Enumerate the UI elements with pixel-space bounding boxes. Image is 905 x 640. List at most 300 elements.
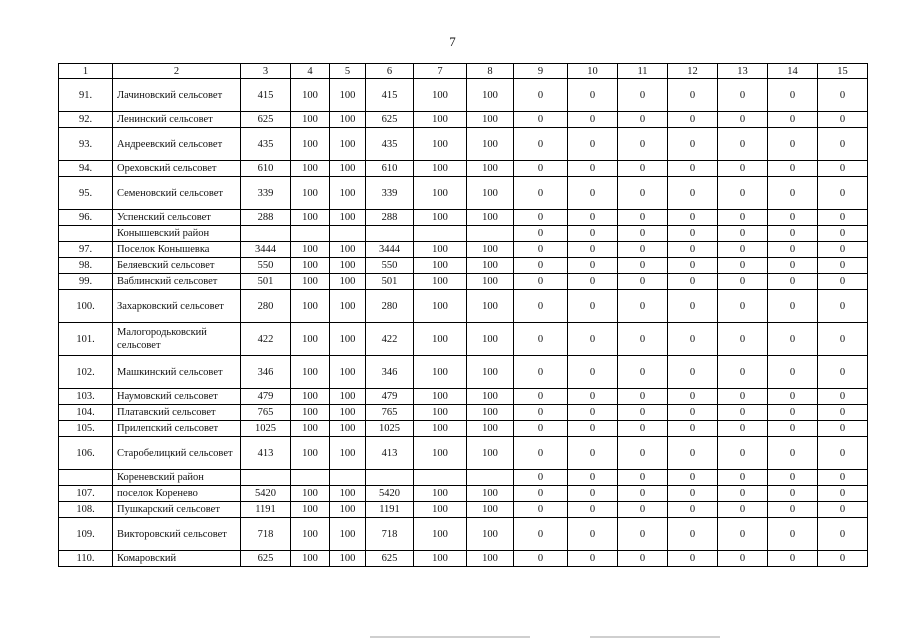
- value-cell: 100: [414, 210, 467, 226]
- value-cell: 0: [668, 128, 718, 161]
- table-row: [59, 79, 868, 112]
- column-header: 11: [618, 64, 668, 79]
- value-cell: 1025: [366, 421, 414, 437]
- value-cell: 0: [668, 161, 718, 177]
- value-cell: 280: [366, 290, 414, 323]
- row-number-cell: 102.: [59, 356, 113, 389]
- value-cell: [467, 226, 514, 242]
- value-cell: 0: [618, 323, 668, 356]
- value-cell: 0: [768, 161, 818, 177]
- value-cell: 0: [818, 421, 868, 437]
- row-number-cell: 98.: [59, 258, 113, 274]
- row-number-cell: 91.: [59, 79, 113, 112]
- value-cell: 0: [514, 356, 568, 389]
- table-body: [59, 79, 868, 567]
- name-cell: Семеновский сельсовет: [113, 177, 241, 210]
- row-number-cell: 96.: [59, 210, 113, 226]
- value-cell: 0: [514, 226, 568, 242]
- value-cell: 100: [291, 405, 330, 421]
- value-cell: 0: [618, 79, 668, 112]
- value-cell: 0: [568, 356, 618, 389]
- column-header: 10: [568, 64, 618, 79]
- value-cell: 0: [718, 274, 768, 290]
- value-cell: 100: [291, 486, 330, 502]
- row-number-cell: [59, 470, 113, 486]
- value-cell: 0: [768, 226, 818, 242]
- value-cell: 100: [330, 551, 366, 567]
- value-cell: 0: [668, 389, 718, 405]
- table-row: [59, 226, 868, 242]
- scan-artifact-line: [590, 636, 720, 638]
- row-number-cell: 95.: [59, 177, 113, 210]
- value-cell: 100: [467, 161, 514, 177]
- value-cell: 0: [514, 258, 568, 274]
- value-cell: 765: [241, 405, 291, 421]
- table-row: [59, 486, 868, 502]
- value-cell: 0: [818, 274, 868, 290]
- value-cell: 0: [668, 226, 718, 242]
- value-cell: 100: [414, 437, 467, 470]
- value-cell: 0: [768, 389, 818, 405]
- value-cell: 0: [768, 356, 818, 389]
- value-cell: 0: [818, 210, 868, 226]
- value-cell: 435: [241, 128, 291, 161]
- table-row: [59, 405, 868, 421]
- value-cell: 100: [467, 274, 514, 290]
- value-cell: 100: [291, 112, 330, 128]
- value-cell: 346: [241, 356, 291, 389]
- value-cell: 0: [768, 486, 818, 502]
- value-cell: 100: [330, 323, 366, 356]
- value-cell: 0: [818, 323, 868, 356]
- table-row: [59, 242, 868, 258]
- value-cell: 0: [668, 79, 718, 112]
- value-cell: 3444: [241, 242, 291, 258]
- value-cell: 100: [467, 258, 514, 274]
- value-cell: 0: [818, 389, 868, 405]
- value-cell: 0: [618, 356, 668, 389]
- value-cell: 0: [818, 128, 868, 161]
- value-cell: 100: [414, 502, 467, 518]
- value-cell: 501: [241, 274, 291, 290]
- value-cell: 0: [514, 470, 568, 486]
- value-cell: 0: [668, 210, 718, 226]
- value-cell: 0: [618, 405, 668, 421]
- value-cell: 625: [366, 112, 414, 128]
- value-cell: 0: [768, 210, 818, 226]
- row-number-cell: 107.: [59, 486, 113, 502]
- value-cell: 0: [514, 177, 568, 210]
- value-cell: 0: [668, 470, 718, 486]
- value-cell: 0: [768, 242, 818, 258]
- value-cell: 0: [618, 242, 668, 258]
- value-cell: 100: [414, 389, 467, 405]
- value-cell: 765: [366, 405, 414, 421]
- value-cell: 0: [568, 323, 618, 356]
- value-cell: 100: [291, 242, 330, 258]
- value-cell: 100: [414, 421, 467, 437]
- name-cell: Беляевский сельсовет: [113, 258, 241, 274]
- value-cell: 100: [291, 161, 330, 177]
- value-cell: 0: [568, 226, 618, 242]
- column-header: 7: [414, 64, 467, 79]
- value-cell: 479: [241, 389, 291, 405]
- value-cell: 0: [568, 210, 618, 226]
- value-cell: [366, 226, 414, 242]
- value-cell: 3444: [366, 242, 414, 258]
- row-number-cell: 108.: [59, 502, 113, 518]
- value-cell: 0: [768, 323, 818, 356]
- value-cell: 0: [768, 177, 818, 210]
- value-cell: 0: [568, 421, 618, 437]
- name-cell: Поселок Конышевка: [113, 242, 241, 258]
- name-cell: Пушкарский сельсовет: [113, 502, 241, 518]
- value-cell: 100: [414, 551, 467, 567]
- value-cell: 0: [818, 551, 868, 567]
- value-cell: 0: [568, 518, 618, 551]
- value-cell: [330, 226, 366, 242]
- name-cell: Ореховский сельсовет: [113, 161, 241, 177]
- value-cell: 479: [366, 389, 414, 405]
- value-cell: 422: [366, 323, 414, 356]
- value-cell: 0: [568, 437, 618, 470]
- value-cell: 0: [568, 486, 618, 502]
- value-cell: [467, 470, 514, 486]
- page-number: 7: [449, 34, 456, 49]
- column-header: 4: [291, 64, 330, 79]
- value-cell: 100: [291, 290, 330, 323]
- table-row: [59, 502, 868, 518]
- value-cell: 1191: [366, 502, 414, 518]
- value-cell: 100: [330, 518, 366, 551]
- value-cell: 0: [818, 486, 868, 502]
- value-cell: 0: [768, 274, 818, 290]
- value-cell: [414, 226, 467, 242]
- value-cell: 0: [618, 161, 668, 177]
- value-cell: 625: [366, 551, 414, 567]
- value-cell: 0: [768, 502, 818, 518]
- table-row: [59, 323, 868, 356]
- table-row: [59, 389, 868, 405]
- value-cell: 0: [568, 112, 618, 128]
- value-cell: 100: [330, 356, 366, 389]
- value-cell: 100: [291, 210, 330, 226]
- value-cell: 100: [330, 486, 366, 502]
- table-row: [59, 177, 868, 210]
- value-cell: 100: [414, 323, 467, 356]
- value-cell: 100: [414, 486, 467, 502]
- value-cell: 100: [467, 437, 514, 470]
- value-cell: 0: [818, 437, 868, 470]
- value-cell: 100: [330, 389, 366, 405]
- value-cell: 100: [467, 356, 514, 389]
- value-cell: [366, 470, 414, 486]
- value-cell: 100: [291, 502, 330, 518]
- value-cell: [291, 226, 330, 242]
- column-header: 8: [467, 64, 514, 79]
- value-cell: 0: [768, 470, 818, 486]
- row-number-cell: 110.: [59, 551, 113, 567]
- value-cell: 100: [414, 79, 467, 112]
- value-cell: 0: [718, 290, 768, 323]
- value-cell: 0: [618, 177, 668, 210]
- value-cell: 100: [467, 112, 514, 128]
- value-cell: 100: [330, 421, 366, 437]
- value-cell: 0: [818, 502, 868, 518]
- row-number-cell: 97.: [59, 242, 113, 258]
- value-cell: 0: [718, 112, 768, 128]
- value-cell: 0: [818, 518, 868, 551]
- value-cell: 0: [514, 437, 568, 470]
- value-cell: 0: [718, 486, 768, 502]
- column-header: 12: [668, 64, 718, 79]
- table-row: [59, 518, 868, 551]
- row-number-cell: [59, 226, 113, 242]
- value-cell: 0: [818, 79, 868, 112]
- value-cell: 0: [618, 389, 668, 405]
- value-cell: 0: [768, 258, 818, 274]
- value-cell: 422: [241, 323, 291, 356]
- value-cell: 0: [668, 421, 718, 437]
- value-cell: 0: [668, 486, 718, 502]
- value-cell: 0: [768, 79, 818, 112]
- value-cell: 0: [718, 210, 768, 226]
- value-cell: 100: [467, 518, 514, 551]
- value-cell: [241, 470, 291, 486]
- value-cell: 0: [718, 470, 768, 486]
- value-cell: 339: [241, 177, 291, 210]
- value-cell: 0: [718, 437, 768, 470]
- value-cell: 0: [718, 323, 768, 356]
- value-cell: 0: [818, 177, 868, 210]
- name-cell: Ваблинский сельсовет: [113, 274, 241, 290]
- value-cell: 0: [718, 226, 768, 242]
- value-cell: 5420: [241, 486, 291, 502]
- value-cell: 100: [330, 405, 366, 421]
- value-cell: 0: [618, 437, 668, 470]
- value-cell: 100: [330, 210, 366, 226]
- value-cell: 100: [291, 274, 330, 290]
- value-cell: 0: [768, 112, 818, 128]
- value-cell: 0: [768, 405, 818, 421]
- value-cell: 100: [330, 502, 366, 518]
- value-cell: 100: [291, 258, 330, 274]
- value-cell: 0: [618, 258, 668, 274]
- name-cell: Ленинский сельсовет: [113, 112, 241, 128]
- value-cell: 100: [467, 502, 514, 518]
- table-row: [59, 258, 868, 274]
- value-cell: 100: [291, 323, 330, 356]
- value-cell: 288: [241, 210, 291, 226]
- value-cell: 100: [467, 242, 514, 258]
- value-cell: 100: [291, 177, 330, 210]
- value-cell: 0: [618, 128, 668, 161]
- value-cell: 0: [668, 290, 718, 323]
- value-cell: 0: [618, 470, 668, 486]
- value-cell: 100: [467, 128, 514, 161]
- value-cell: 0: [618, 290, 668, 323]
- value-cell: 280: [241, 290, 291, 323]
- value-cell: 0: [718, 161, 768, 177]
- value-cell: 0: [668, 177, 718, 210]
- column-header: 5: [330, 64, 366, 79]
- value-cell: 625: [241, 112, 291, 128]
- table-row: [59, 551, 868, 567]
- value-cell: 0: [618, 112, 668, 128]
- value-cell: 0: [668, 242, 718, 258]
- column-header: 9: [514, 64, 568, 79]
- value-cell: 0: [818, 242, 868, 258]
- data-table-container: [58, 63, 867, 567]
- value-cell: 0: [514, 389, 568, 405]
- table-row: [59, 112, 868, 128]
- value-cell: 0: [718, 551, 768, 567]
- name-cell: Прилепский сельсовет: [113, 421, 241, 437]
- value-cell: 100: [330, 437, 366, 470]
- column-header: 3: [241, 64, 291, 79]
- value-cell: 100: [414, 258, 467, 274]
- value-cell: 0: [514, 128, 568, 161]
- value-cell: 610: [366, 161, 414, 177]
- value-cell: 0: [668, 405, 718, 421]
- value-cell: 100: [414, 242, 467, 258]
- name-cell: Кореневский район: [113, 470, 241, 486]
- value-cell: 5420: [366, 486, 414, 502]
- value-cell: 0: [514, 210, 568, 226]
- value-cell: 415: [241, 79, 291, 112]
- value-cell: 0: [568, 177, 618, 210]
- row-number-cell: 106.: [59, 437, 113, 470]
- value-cell: 0: [768, 437, 818, 470]
- value-cell: 100: [414, 274, 467, 290]
- value-cell: 0: [768, 290, 818, 323]
- value-cell: 0: [568, 128, 618, 161]
- value-cell: 100: [291, 437, 330, 470]
- value-cell: 0: [568, 502, 618, 518]
- value-cell: 0: [668, 258, 718, 274]
- value-cell: 100: [467, 405, 514, 421]
- value-cell: 0: [568, 258, 618, 274]
- value-cell: 0: [718, 421, 768, 437]
- value-cell: 0: [718, 405, 768, 421]
- value-cell: 0: [818, 356, 868, 389]
- value-cell: 0: [668, 356, 718, 389]
- name-cell: Малогородьковский сельсовет: [113, 323, 241, 356]
- value-cell: 100: [330, 177, 366, 210]
- value-cell: 0: [514, 405, 568, 421]
- value-cell: 100: [291, 356, 330, 389]
- row-number-cell: 100.: [59, 290, 113, 323]
- value-cell: 346: [366, 356, 414, 389]
- value-cell: 100: [414, 112, 467, 128]
- value-cell: 0: [668, 112, 718, 128]
- value-cell: 100: [467, 79, 514, 112]
- name-cell: Захарковский сельсовет: [113, 290, 241, 323]
- value-cell: 1025: [241, 421, 291, 437]
- value-cell: 100: [291, 421, 330, 437]
- value-cell: 0: [818, 112, 868, 128]
- value-cell: 0: [818, 290, 868, 323]
- value-cell: 100: [291, 518, 330, 551]
- value-cell: 0: [718, 356, 768, 389]
- value-cell: 0: [768, 551, 818, 567]
- value-cell: 100: [330, 112, 366, 128]
- value-cell: 100: [330, 258, 366, 274]
- name-cell: Старобелицкий сельсовет: [113, 437, 241, 470]
- name-cell: поселок Коренево: [113, 486, 241, 502]
- name-cell: Наумовский сельсовет: [113, 389, 241, 405]
- value-cell: 0: [618, 502, 668, 518]
- name-cell: Платавский сельсовет: [113, 405, 241, 421]
- value-cell: 0: [818, 405, 868, 421]
- value-cell: 100: [330, 161, 366, 177]
- value-cell: 100: [467, 551, 514, 567]
- value-cell: 0: [514, 421, 568, 437]
- value-cell: 413: [366, 437, 414, 470]
- value-cell: 0: [568, 161, 618, 177]
- value-cell: 435: [366, 128, 414, 161]
- column-header: 15: [818, 64, 868, 79]
- value-cell: 0: [818, 258, 868, 274]
- name-cell: Викторовский сельсовет: [113, 518, 241, 551]
- value-cell: 0: [768, 128, 818, 161]
- column-header: 2: [113, 64, 241, 79]
- value-cell: 0: [818, 226, 868, 242]
- value-cell: 100: [467, 290, 514, 323]
- table-row: [59, 290, 868, 323]
- table-row: [59, 128, 868, 161]
- table-row: [59, 421, 868, 437]
- name-cell: Конышевский район: [113, 226, 241, 242]
- value-cell: 0: [718, 177, 768, 210]
- value-cell: 0: [514, 274, 568, 290]
- value-cell: 0: [718, 79, 768, 112]
- value-cell: 100: [467, 210, 514, 226]
- scan-artifact-line: [370, 636, 530, 638]
- value-cell: 100: [414, 128, 467, 161]
- column-header: 14: [768, 64, 818, 79]
- row-number-cell: 105.: [59, 421, 113, 437]
- value-cell: 100: [414, 356, 467, 389]
- value-cell: 0: [618, 226, 668, 242]
- value-cell: 413: [241, 437, 291, 470]
- value-cell: 100: [467, 389, 514, 405]
- column-header: 6: [366, 64, 414, 79]
- value-cell: 0: [668, 274, 718, 290]
- value-cell: 339: [366, 177, 414, 210]
- value-cell: 0: [514, 112, 568, 128]
- row-number-cell: 99.: [59, 274, 113, 290]
- value-cell: 0: [514, 323, 568, 356]
- value-cell: 100: [414, 518, 467, 551]
- value-cell: 100: [291, 551, 330, 567]
- value-cell: 0: [618, 518, 668, 551]
- value-cell: 0: [668, 502, 718, 518]
- name-cell: Успенский сельсовет: [113, 210, 241, 226]
- value-cell: 0: [514, 79, 568, 112]
- value-cell: 100: [330, 242, 366, 258]
- value-cell: 0: [668, 551, 718, 567]
- value-cell: 610: [241, 161, 291, 177]
- value-cell: 0: [568, 274, 618, 290]
- value-cell: 501: [366, 274, 414, 290]
- name-cell: Андреевский сельсовет: [113, 128, 241, 161]
- value-cell: 100: [467, 177, 514, 210]
- table-row: [59, 274, 868, 290]
- value-cell: 100: [330, 290, 366, 323]
- value-cell: 0: [668, 518, 718, 551]
- table-row: [59, 210, 868, 226]
